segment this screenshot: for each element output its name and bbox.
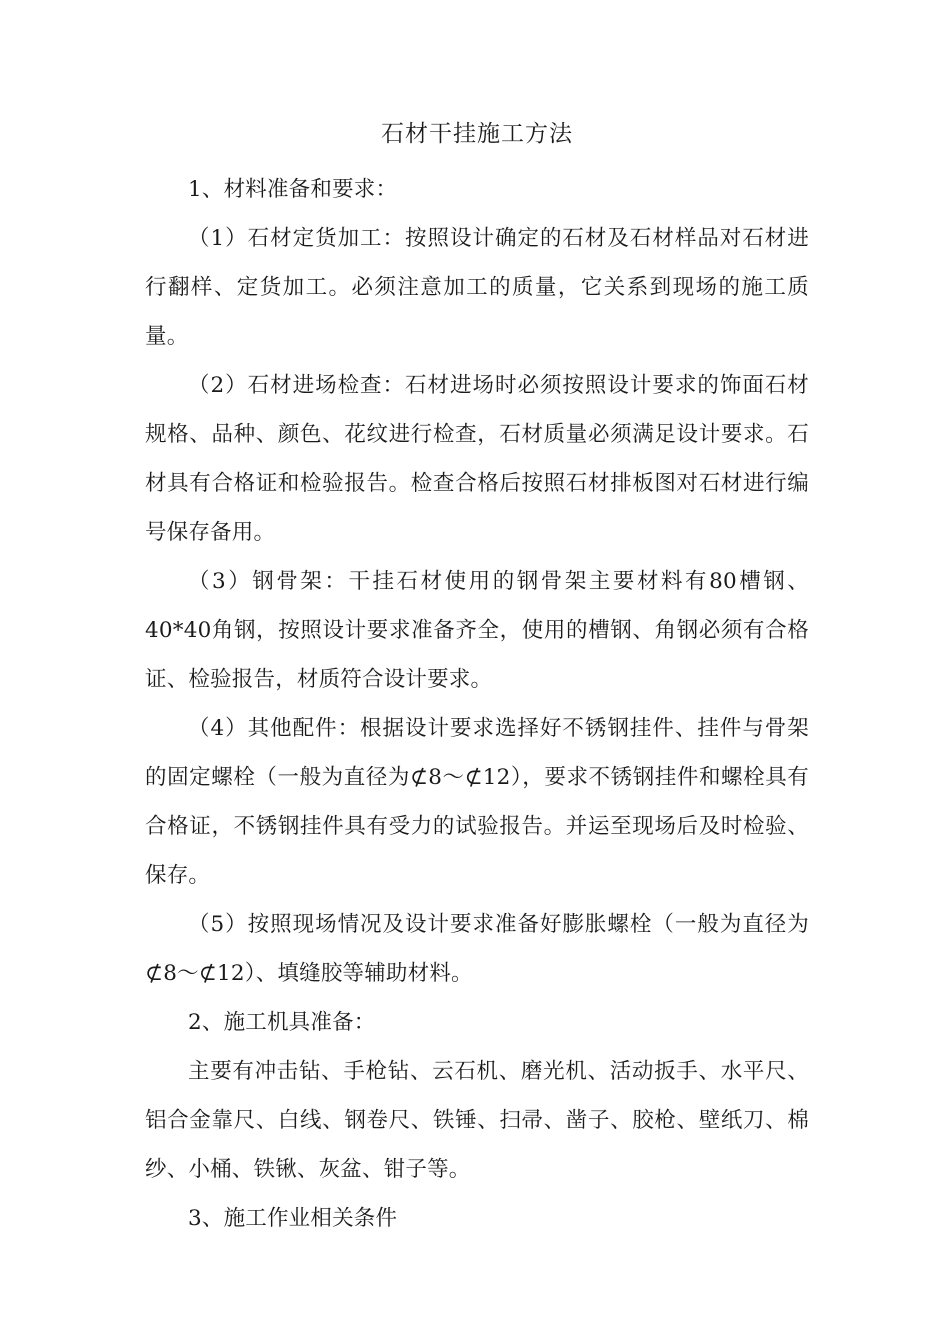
section-heading-materials: 1、材料准备和要求： [188, 177, 398, 202]
document-title: 石材干挂施工方法 [381, 121, 573, 147]
paragraph-tools-list: 主要有冲击钻、手枪钻、云石机、磨光机、活动扳手、水平尺、铝合金靠尺、白线、钢卷尺、铁锤、扫帚、凿子、胶枪、壁纸刀、棉纱、小桶、铁锹、灰盆、钳子等。 [145, 1059, 809, 1182]
section-heading-conditions: 3、施工作业相关条件 [188, 1206, 398, 1231]
paragraph-auxiliary-materials: （5）按照现场情况及设计要求准备好膨胀螺栓（一般为直径为⊄8～⊄12）、填缝胶等辅助材料。 [145, 912, 809, 986]
paragraph-stone-inspection: （2）石材进场检查：石材进场时必须按照设计要求的饰面石材规格、品种、颜色、花纹进行检查，石材质量必须满足设计要求。石材具有合格证和检验报告。检查合格后按照石材排板图对石材进行编号保存备用。 [145, 373, 809, 545]
section-heading-tools: 2、施工机具准备： [188, 1010, 376, 1035]
paragraph-stone-ordering: （1）石材定货加工：按照设计确定的石材及石材样品对石材进行翻样、定货加工。必须注意加工的质量，它关系到现场的施工质量。 [145, 226, 809, 349]
paragraph-steel-frame: （3）钢骨架：干挂石材使用的钢骨架主要材料有80槽钢、40*40角钢，按照设计要求准备齐全，使用的槽钢、角钢必须有合格证、检验报告，材质符合设计要求。 [145, 569, 809, 692]
document-page [145, 114, 809, 1243]
paragraph-other-fittings: （4）其他配件：根据设计要求选择好不锈钢挂件、挂件与骨架的固定螺栓（一般为直径为⊄8～⊄12），要求不锈钢挂件和螺栓具有合格证，不锈钢挂件具有受力的试验报告。并运至现场后及时检验、保存。 [145, 716, 809, 888]
